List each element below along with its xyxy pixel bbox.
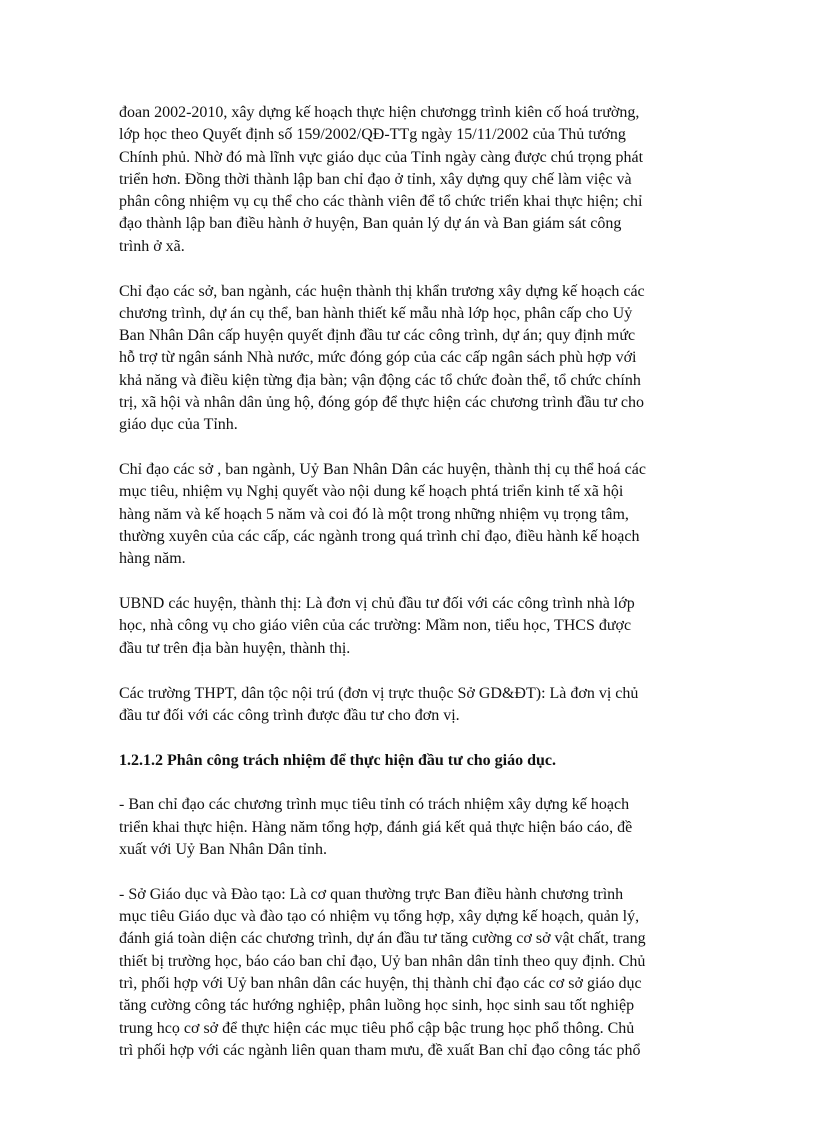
- paragraph-6: [119, 794, 695, 861]
- text-line: xuất với Uỷ Ban Nhân Dân tỉnh.: [119, 841, 327, 859]
- text-line: triển khai thực hiện. Hàng năm tổng hợp, đánh giá kết quả thực hiện báo cáo, đề: [119, 818, 633, 836]
- paragraph-1: [119, 102, 695, 258]
- text-line: thiết bị trường học, báo cáo ban chỉ đạo, Uỷ ban nhân dân tỉnh theo quy định. Chủ: [119, 952, 646, 970]
- text-line: học, nhà công vụ cho giáo viên của các trường: Mầm non, tiểu học, THCS được: [119, 617, 632, 635]
- text-line: đầu tư đối với các công trình được đầu tư cho đơn vị.: [119, 706, 460, 724]
- text-line: giáo dục của Tỉnh.: [119, 416, 238, 434]
- text-line: thường xuyên của các cấp, các ngành trong quá trình chỉ đạo, điều hành kế hoạch: [119, 528, 640, 546]
- text-line: mục tiêu, nhiệm vụ Nghị quyết vào nội dung kế hoạch phtá triển kinh tế xã hội: [119, 483, 624, 501]
- text-line: hàng năm.: [119, 550, 186, 568]
- paragraph-7: [119, 884, 695, 1062]
- text-line: khả năng và điều kiện từng địa bàn; vận động các tổ chức đoàn thể, tổ chức chính: [119, 371, 641, 389]
- paragraph-5: [119, 683, 695, 728]
- paragraph-4: [119, 593, 695, 660]
- text-line: đầu tư trên địa bàn huyện, thành thị.: [119, 639, 351, 657]
- text-line: Chỉ đạo các sở , ban ngành, Uỷ Ban Nhân Dân các huyện, thành thị cụ thể hoá các: [119, 461, 646, 479]
- text-line: chương trình, dự án cụ thể, ban hành thiết kế mẫu nhà lớp học, phân cấp cho Uỷ: [119, 304, 633, 322]
- text-line: Các trường THPT, dân tộc nội trú (đơn vị trực thuộc Sở GD&ĐT): Là đơn vị chủ: [119, 684, 639, 702]
- text-line: - Ban chỉ đạo các chương trình mục tiêu tỉnh có trách nhiệm xây dựng kế hoạch: [119, 796, 630, 814]
- text-line: - Sở Giáo dục và Đào tạo: Là cơ quan thường trực Ban điều hành chương trình: [119, 885, 624, 903]
- text-line: đạo thành lập ban điều hành ở huyện, Ban quản lý dự án và Ban giám sát công: [119, 215, 622, 233]
- text-line: hỗ trợ từ ngân sánh Nhà nước, mức đóng góp của các cấp ngân sách phù hợp với: [119, 349, 637, 367]
- paragraph-2: [119, 281, 695, 437]
- text-line: Chính phủ. Nhờ đó mà lĩnh vực giáo dục của Tỉnh ngày càng được chú trọng phát: [119, 148, 644, 166]
- text-line: UBND các huyện, thành thị: Là đơn vị chủ đầu tư đối với các công trình nhà lớp: [119, 595, 635, 613]
- text-line: Ban Nhân Dân cấp huyện quyết định đầu tư các công trình, dự án; quy định mức: [119, 327, 636, 345]
- text-line: Chỉ đạo các sở, ban ngành, các huện thành thị khẩn trương xây dựng kế hoạch các: [119, 282, 645, 300]
- text-line: tăng cường công tác hướng nghiệp, phân luồng học sinh, học sinh sau tốt nghiệp: [119, 997, 635, 1015]
- text-line: trì, phối hợp với Uỷ ban nhân dân các huyện, thị thành chỉ đạo các cơ sở giáo dục: [119, 975, 642, 992]
- document-page: [119, 102, 695, 1085]
- text-line: lớp học theo Quyết định số 159/2002/QĐ-TTg ngày 15/11/2002 của Thủ tướng: [119, 126, 626, 144]
- text-line: trì phối hợp với các ngành liên quan tham mưu, đề xuất Ban chỉ đạo công tác phổ: [119, 1041, 641, 1059]
- text-line: triển hơn. Đồng thời thành lập ban chỉ đạo ở tỉnh, xây dựng quy chế làm việc và: [119, 170, 632, 188]
- section-heading: 1.2.1.2 Phân công trách nhiệm để thực hiện đầu tư cho giáo dục.: [119, 751, 557, 769]
- paragraph-3: [119, 459, 695, 570]
- text-line: đoan 2002-2010, xây dựng kế hoạch thực hiện chươngg trình kiên cố hoá trường,: [119, 104, 640, 121]
- text-line: trình ở xã.: [119, 237, 185, 255]
- text-line: đánh giá toàn diện các chương trình, dự án đầu tư tăng cường cơ sở vật chất, trang: [119, 930, 646, 948]
- text-line: trị, xã hội và nhân dân ủng hộ, đóng góp để thực hiện các chương trình đầu tư cho: [119, 394, 645, 412]
- text-line: phân công nhiệm vụ cụ thể cho các thành viên để tổ chức triển khai thực hiện; chỉ: [119, 193, 643, 211]
- text-line: mục tiêu Giáo dục và đào tạo có nhiệm vụ tổng hợp, xây dựng kế hoạch, quản lý,: [119, 908, 640, 926]
- text-line: hàng năm và kế hoạch 5 năm và coi đó là một trong những nhiệm vụ trọng tâm,: [119, 505, 629, 523]
- text-line: trung hcọ cơ sở để thực hiện các mục tiêu phổ cập bậc trung học phổ thông. Chủ: [119, 1019, 635, 1037]
